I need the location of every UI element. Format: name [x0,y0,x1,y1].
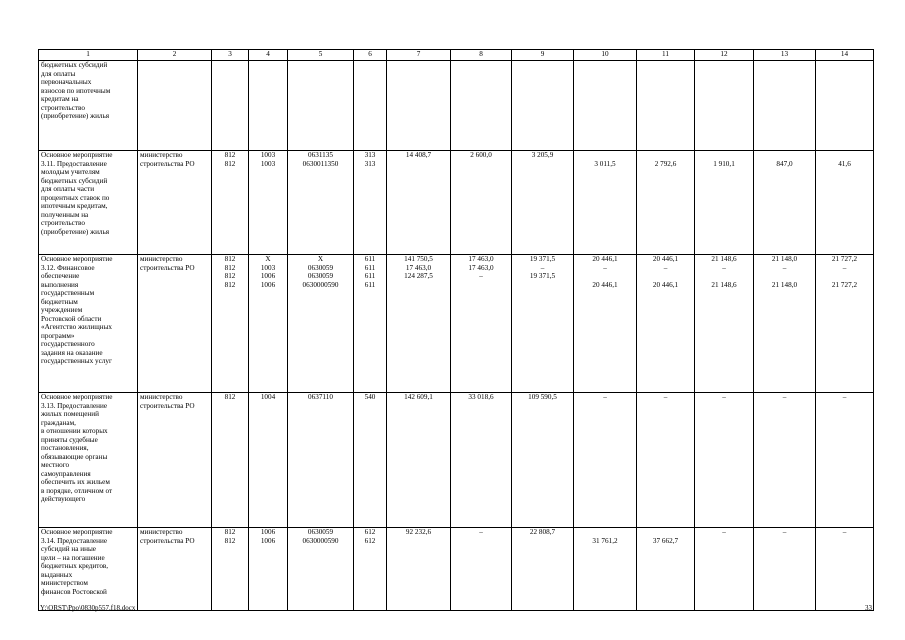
cell-line: 1006 [260,536,276,545]
cell-line: строительства РО [140,536,195,545]
cell-line: 611 [364,272,376,280]
table-row [39,61,874,151]
cell-line: взносов по ипотечным [41,86,111,95]
cell-line: 21 727,2 [831,280,858,289]
cell-line: в отношении которых [41,427,108,435]
activity-cell [39,255,138,393]
cell-line [697,537,751,546]
value-cell [451,255,512,393]
cell-line: строительства РО [140,401,195,410]
cell-line [389,160,448,169]
cell-line: Х [265,255,271,263]
cell-line: 812 [224,159,236,168]
value-cell [354,393,387,528]
cell-line [818,151,871,160]
cell-line: 37 662,7 [652,536,679,545]
value-cell [512,151,574,255]
cell-line: 33 018,6 [468,393,494,401]
value-cell [637,61,695,151]
cell-line: 19 371,5 [529,272,556,280]
cell-line: государственных услуг [41,357,112,365]
cell-line: – [603,263,607,272]
value-cell [451,61,512,151]
cell-line: 0630011350 [302,159,339,168]
cell-line: программ» [41,331,75,340]
value-cell [249,151,288,255]
cell-line: первоначальных [41,78,92,86]
value-cell [512,61,574,151]
value-cell [212,528,249,611]
cell-line [453,537,509,546]
cell-line: 812 [224,272,236,280]
cell-line: субсидий на иные [41,545,96,553]
executor-cell [138,151,212,255]
value-cell [816,255,874,393]
value-cell [249,61,288,151]
cell-line: – [782,528,787,536]
header-cell: 13 [754,50,816,61]
value-cell [574,151,637,255]
cell-line: 1006 [260,528,276,536]
value-cell [816,393,874,528]
cell-line: (приобретение) жилья [41,112,110,120]
cell-line: в порядке, отличном от [41,486,113,495]
cell-line [818,272,871,281]
executor-cell [138,528,212,611]
activity-cell [39,61,138,151]
value-cell [451,393,512,528]
header-cell: 10 [574,50,637,61]
header-cell: 2 [138,50,212,61]
cell-line: – [663,393,668,401]
cell-line: – [663,263,668,272]
value-cell [816,61,874,151]
cell-line [639,528,692,537]
cell-line: Основное мероприятие [41,151,113,159]
cell-line: бюджетных кредитов, [41,562,109,570]
value-cell [816,151,874,255]
value-cell [695,393,754,528]
cell-line: 14 408,7 [405,151,432,159]
cell-line: действующего [41,495,86,503]
activity-cell [39,393,138,528]
cell-line: 20 446,1 [652,280,679,289]
value-cell [754,151,816,255]
cell-line: 313 [364,159,376,168]
cell-line: – [842,393,847,401]
table-row [39,255,874,393]
cell-line: – [722,528,726,536]
cell-line: строительства РО [140,159,195,168]
cell-line: 92 232,6 [405,528,432,536]
value-cell [387,61,451,151]
cell-line: 0630059 [307,528,334,536]
value-cell [574,255,637,393]
cell-line: 1 910,1 [713,159,735,168]
cell-line: министерство [140,151,183,159]
cell-line: 812 [224,528,236,536]
cell-line: 3 205,9 [531,151,554,159]
cell-line: 812 [224,536,236,545]
cell-line: 17 463,0 [405,263,432,272]
executor-cell [138,61,212,151]
cell-line: 21 148,6 [711,280,737,289]
value-cell [288,151,354,255]
cell-line: 20 446,1 [592,255,618,263]
value-cell [695,61,754,151]
footer-file-path: Y:\ORST\Ppo\0830p557.f18.docx [40,604,136,612]
cell-line: 540 [364,393,376,401]
cell-line: 2 600,0 [470,151,492,159]
cell-line [514,537,571,546]
cell-line: 3.13. Предоставление [41,401,108,410]
value-cell [451,528,512,611]
cell-line: 3.11. Предоставление [41,159,107,168]
cell-line [576,151,634,160]
value-cell [695,151,754,255]
cell-line: ипотечным кредитам, [41,202,108,210]
cell-line: жилых помещений [41,410,99,418]
header-cell: 11 [637,50,695,61]
cell-line: 2 792,6 [654,159,677,168]
header-cell: 6 [354,50,387,61]
cell-line: 847,0 [776,159,793,168]
cell-line: 19 371,5 [529,255,556,263]
cell-line: 812 [224,263,236,272]
activity-cell [39,528,138,611]
value-cell [212,61,249,151]
cell-line: 1003 [260,263,276,272]
activity-cell [39,151,138,255]
cell-line: задания на оказание [41,348,103,357]
cell-line: бюджетным [41,297,78,306]
cell-line: 3.12. Финансовое [41,263,95,272]
cell-line: «Агентство жилищных [41,323,113,331]
cell-line: 31 761,2 [592,536,618,545]
cell-line [576,272,634,281]
cell-line: строительство [41,103,85,112]
value-cell [249,255,288,393]
cell-line: 141 750,5 [404,255,433,263]
cell-line: Основное мероприятие [41,255,113,263]
table-row [39,393,874,528]
cell-line: учреждением [41,306,83,314]
cell-line: министерством [41,579,88,587]
cell-line: 109 590,5 [528,393,557,401]
cell-line: для оплаты части [41,185,95,193]
header-cell: 4 [249,50,288,61]
cell-line: гражданам, [41,418,76,427]
value-cell [512,528,574,611]
value-cell [288,528,354,611]
header-cell: 9 [512,50,574,61]
cell-line: 3.14. Предоставление [41,536,108,545]
cell-line: бюджетных субсидий [41,176,108,185]
value-cell [451,151,512,255]
cell-line: 3 011,5 [594,159,616,168]
cell-line: строительство [41,219,85,227]
cell-line: 0637110 [308,393,333,401]
cell-line: молодым учителям [41,168,100,176]
value-cell [354,61,387,151]
cell-line [756,151,813,160]
executor-cell [138,393,212,528]
cell-line: – [479,272,483,280]
cell-line: 21 727,2 [831,255,858,263]
cell-line: Х [317,255,324,263]
cell-line: государственного [41,340,95,348]
cell-line: полученным на [41,210,89,219]
cell-line [639,272,692,281]
cell-line: кредитам на [41,95,79,103]
value-cell [212,151,249,255]
value-cell [574,61,637,151]
cell-line: 1006 [260,280,276,289]
cell-line: Основное мероприятие [41,528,113,536]
cell-line: 611 [364,255,376,263]
cell-line [576,528,634,537]
cell-line: 611 [364,280,376,289]
cell-line: 17 463,0 [468,255,494,263]
value-cell [212,255,249,393]
cell-line: 812 [224,255,236,263]
value-cell [387,528,451,611]
value-cell [816,528,874,611]
cell-line: процентных ставок по [41,193,110,202]
table-row [39,528,874,611]
cell-line: выданных [41,570,73,579]
cell-line: 142 609,1 [404,393,433,401]
value-cell [212,393,249,528]
cell-line: обязывающие органы [41,452,108,461]
value-cell [574,528,637,611]
value-cell [387,255,451,393]
header-row [39,50,874,61]
cell-line [389,281,448,290]
cell-line: – [540,263,545,272]
cell-line: (приобретение) жилья [41,227,110,236]
cell-line: 17 463,0 [468,263,494,272]
value-cell [387,393,451,528]
cell-line: постановления, [41,444,89,452]
cell-line [453,281,509,290]
value-cell [637,151,695,255]
cell-line: Основное мероприятие [41,393,113,401]
value-cell [512,255,574,393]
value-cell [754,528,816,611]
cell-line: 0630059 [307,272,334,280]
page-number: 33 [865,604,872,612]
value-cell [288,255,354,393]
cell-line: 1003 [260,159,276,168]
header-cell: 12 [695,50,754,61]
cell-line: 124 287,5 [404,272,433,280]
cell-line: 21 148,0 [771,255,798,263]
cell-line: – [782,393,787,401]
cell-line [639,151,692,160]
value-cell [574,393,637,528]
cell-line: самоуправления [41,469,91,478]
cell-line [453,160,509,169]
cell-line: для оплаты [41,69,76,78]
cell-line: цели – на погашение [41,553,105,562]
value-cell [754,393,816,528]
cell-line: выполнения [41,280,79,289]
cell-line: 812 [224,393,236,401]
cell-line: обеспечение [41,272,80,280]
cell-line: – [722,393,726,401]
cell-line: государственным [41,289,95,297]
cell-line: 22 808,7 [529,528,556,536]
value-cell [354,528,387,611]
cell-line: 612 [364,528,376,536]
value-cell [695,528,754,611]
cell-line [514,160,571,169]
header-cell: 14 [816,50,874,61]
cell-line: – [479,528,483,536]
cell-line: 0631135 [308,151,333,159]
cell-line: 612 [364,536,376,545]
cell-line: 313 [364,151,376,159]
cell-line [756,537,813,546]
value-cell [387,151,451,255]
cell-line: приняты судебные [41,435,98,444]
cell-line: министерство [140,528,183,536]
cell-line: 21 148,6 [711,255,737,263]
value-cell [288,61,354,151]
value-cell [695,255,754,393]
cell-line: 812 [224,280,236,289]
value-cell [754,255,816,393]
table-body [39,61,874,611]
cell-line: 0630000590 [302,280,339,289]
cell-line [756,272,813,281]
cell-line: бюджетных субсидий [41,61,108,69]
header-cell: 7 [387,50,451,61]
cell-line: 41,6 [838,159,851,168]
value-cell [637,255,695,393]
cell-line: министерство [140,393,183,401]
cell-line [389,537,448,546]
cell-line: 20 446,1 [592,280,618,289]
cell-line: 20 446,1 [652,255,679,263]
cell-line: министерство [140,255,183,263]
value-cell [754,61,816,151]
value-cell [354,151,387,255]
cell-line: финансов Ростовской [41,587,107,596]
cell-line: строительства РО [140,263,195,272]
cell-line: 21 148,0 [771,280,798,289]
cell-line: обеспечить их жильем [41,478,110,486]
header-cell: 1 [39,50,138,61]
header-cell: 8 [451,50,512,61]
value-cell [637,528,695,611]
cell-line: – [842,263,847,272]
cell-line: 0630000590 [302,536,339,545]
cell-line: – [842,528,847,536]
header-cell: 5 [288,50,354,61]
cell-line [818,537,871,546]
value-cell [249,393,288,528]
cell-line: местного [41,461,70,469]
cell-line: 812 [224,151,236,159]
budget-table [38,49,874,611]
cell-line: – [722,263,726,272]
cell-line: – [782,263,787,272]
value-cell [637,393,695,528]
cell-line [697,151,751,160]
value-cell [512,393,574,528]
cell-line: 1003 [260,151,276,159]
header-cell: 3 [212,50,249,61]
cell-line: 611 [364,263,376,272]
cell-line: 0630059 [307,263,334,272]
cell-line [514,281,571,290]
value-cell [249,528,288,611]
cell-line: – [603,393,607,401]
executor-cell [138,255,212,393]
cell-line: 1006 [260,272,276,280]
table-row [39,151,874,255]
value-cell [288,393,354,528]
cell-line [697,272,751,281]
cell-line: 1004 [260,393,276,401]
value-cell [354,255,387,393]
cell-line: Ростовской области [41,314,102,323]
